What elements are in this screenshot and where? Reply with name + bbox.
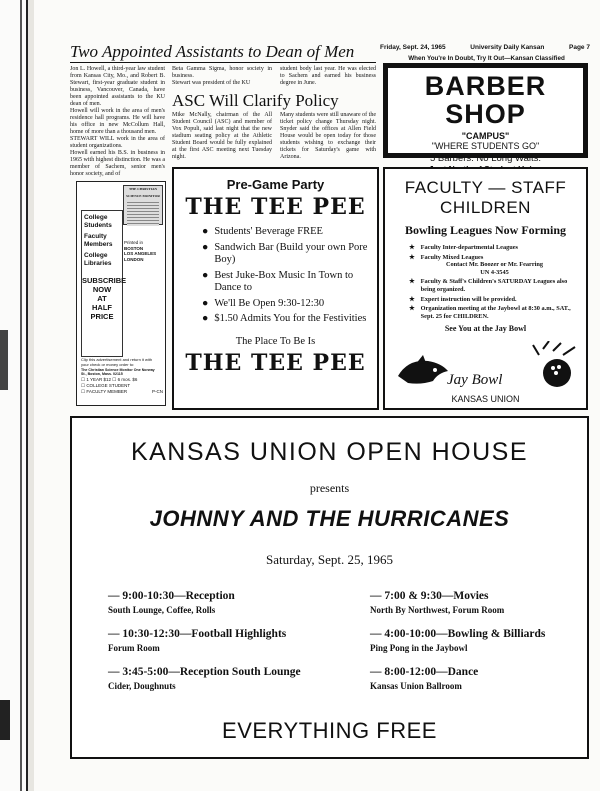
monitor-options xyxy=(81,377,163,395)
bowling-see: See You at the Jay Bowl xyxy=(444,324,527,334)
article1-headline: Two Appointed Assistants to Dean of Men xyxy=(70,42,355,61)
barber-shop-ad xyxy=(383,63,588,164)
bowling-contact: Contact Mr. Boozer or Mr. Fearring xyxy=(445,261,544,269)
article1-para1: Jon L. Howell, a third-year law student from Kansas City, Mo., and Robert B. Stewart, first-year graduate student in business, Vancouver, Canada, have been appointed assistants to the KU dean of men. xyxy=(70,66,165,107)
teepee-pregame: Pre-Game Party xyxy=(226,177,325,192)
teepee-name2: THE TEE PEE xyxy=(185,349,366,376)
list-item: ★ Expert instruction will be provided. xyxy=(409,295,517,303)
article2-para1: Mike McNally, chairman of the All Student Council (ASC) and member of Vox Populi, said last night that the new stadium seating policy at the Athletic Student Board would be fully explained at the first ASC meeting next Tuesday night. xyxy=(172,112,272,160)
article2-para2: Many students were still unaware of the ticket policy change Thursday night. Snyder said the offices at Allen Field House would be open today for those students wishing to exchange their tickets for Saturday's game with Arizona. xyxy=(280,112,376,160)
subscribe-line: PRICE xyxy=(90,312,114,321)
monitor-printed xyxy=(124,240,164,262)
openhouse-free: EVERYTHING FREE xyxy=(222,718,437,743)
teepee-ad xyxy=(172,167,379,410)
teepee-place: The Place To Be Is xyxy=(235,335,316,347)
bowling-item: Faculty Inter-departmental Leagues xyxy=(420,244,519,251)
article2-col1 xyxy=(172,112,272,161)
monitor-code: P-CN xyxy=(152,389,163,394)
option-1year: 1 YEAR $12 xyxy=(86,377,111,382)
checkbox-icon[interactable]: ☐ xyxy=(81,383,86,388)
teepee-item: Best Juke-Box Music In Town to Dance to xyxy=(214,269,354,293)
bowling-item: Faculty & Staff's Children's SATURDAY Leagues also being organized. xyxy=(420,278,568,293)
openhouse-date: Saturday, Sept. 25, 1965 xyxy=(266,552,393,567)
teepee-name: THE TEE PEE xyxy=(185,194,366,220)
event-time: 7:00 & 9:30—Movies xyxy=(384,590,489,602)
openhouse-presents: presents xyxy=(309,481,350,495)
event-time: 4:00-10:00—Bowling & Billiards xyxy=(384,628,546,640)
subscribe-line: HALF xyxy=(92,303,112,312)
open-house-ad xyxy=(70,416,589,759)
header-page: Page 7 xyxy=(569,44,590,51)
openhouse-band: JOHNNY AND THE HURRICANES xyxy=(149,506,510,531)
bowling-phone: UN 4-3545 xyxy=(480,268,509,276)
event-item: — 9:00-10:30—Reception South Lounge, Coffee, Rolls xyxy=(108,590,338,615)
article1-para3: STEWART WILL work in the area of student organizations. xyxy=(70,136,165,149)
article1-col3 xyxy=(280,66,376,87)
article2-headline: ASC Will Clarify Policy xyxy=(172,91,339,110)
teepee-item: We'll Be Open 9:30-12:30 xyxy=(214,297,325,309)
event-place: South Lounge, Coffee, Rolls xyxy=(108,605,216,615)
event-item: — 8:00-12:00—Dance Kansas Union Ballroom xyxy=(370,666,570,691)
event-item: — 10:30-12:30—Football Highlights Forum Room xyxy=(108,628,338,653)
bowling-item: Expert instruction will be provided. xyxy=(420,295,517,303)
audience-line: College xyxy=(84,252,108,259)
subscribe-line: AT xyxy=(97,294,107,303)
article1-para7: student body last year. He was elected to Sachem and earned his business degree in June. xyxy=(280,66,376,86)
option-student: COLLEGE STUDENT xyxy=(86,383,131,388)
event-item: — 7:00 & 9:30—Movies North By Northwest, Forum Room xyxy=(370,590,570,615)
barber-line1: 5 Barbers. No Long Waits. xyxy=(429,153,542,164)
list-item: ★ Faculty Mixed Leagues xyxy=(409,253,484,261)
monitor-ad xyxy=(76,181,166,406)
teepee-item: Sandwich Bar (Build your own Pore Boy) xyxy=(214,241,368,265)
barber-title: BARBER SHOP xyxy=(424,71,547,129)
event-place: Kansas Union Ballroom xyxy=(370,681,462,691)
teepee-list xyxy=(202,226,370,326)
event-place: Forum Room xyxy=(108,643,160,653)
option-6mos: 6 mos. $6 xyxy=(117,377,138,382)
checkbox-icon[interactable]: ☐ xyxy=(112,377,117,382)
bowling-union: KANSAS UNION xyxy=(451,394,520,404)
monitor-subscribe xyxy=(82,276,127,321)
article1-para5: Beta Gamma Sigma, honor society in business. xyxy=(172,66,272,79)
article2-col2 xyxy=(280,112,376,161)
article1-col2 xyxy=(172,66,272,87)
audience-line: Libraries xyxy=(84,260,112,267)
teepee-item: $1.50 Admits You for the Festivities xyxy=(214,313,367,324)
page-header xyxy=(380,44,590,51)
bowling-logo-text: Jay Bowl xyxy=(447,372,503,388)
event-place: North By Northwest, Forum Room xyxy=(370,605,505,615)
bowling-title2: CHILDREN xyxy=(440,198,531,217)
barber-campus: "CAMPUS" xyxy=(461,131,510,141)
option-faculty: FACULTY MEMBER xyxy=(86,389,128,394)
subscribe-line: NOW xyxy=(92,285,112,294)
bowling-item: Faculty Mixed Leagues xyxy=(420,253,484,261)
list-item: ★ Faculty & Staff's Children's SATURDAY Leagues also being organized. xyxy=(409,278,580,293)
bowling-title1: FACULTY — STAFF xyxy=(404,178,567,197)
article1-para2: Howell will work in the area of men's residence hall programs. He will have his office in new McCollum Hall, home of more than a thousand men. xyxy=(70,108,165,135)
barber-tagline: "WHERE STUDENTS GO" xyxy=(431,141,540,151)
list-item: ★ Faculty Inter-departmental Leagues xyxy=(409,244,519,251)
bowling-sub: Bowling Leagues Now Forming xyxy=(404,223,566,237)
subscribe-line: SUBSCRIBE xyxy=(82,276,127,285)
article1-col1 xyxy=(70,66,165,178)
printed-line: LONDON xyxy=(124,256,144,262)
monitor-address: The Christian Science Monitor One Norway St., Boston, Mass. 02115 xyxy=(81,368,155,377)
event-time: 10:30-12:30—Football Highlights xyxy=(122,628,287,640)
event-time: 3:45-5:00—Reception South Lounge xyxy=(122,666,301,678)
audience-line: Faculty xyxy=(84,233,107,240)
checkbox-icon[interactable]: ☐ xyxy=(81,389,86,394)
teepee-item: Students' Beverage FREE xyxy=(214,226,323,237)
audience-line: Students xyxy=(84,222,112,229)
newspaper-image xyxy=(123,185,163,225)
list-item: ● Sandwich Bar (Build your own Pore Boy) xyxy=(202,242,370,267)
header-date: Friday, Sept. 24, 1965 xyxy=(380,44,446,51)
list-item: ● Students' Beverage FREE xyxy=(202,226,323,237)
header-paper: University Daily Kansan xyxy=(470,44,545,51)
printed-line: LOS ANGELES xyxy=(124,251,157,256)
bowling-list xyxy=(409,244,580,320)
event-place: Cider, Doughnuts xyxy=(108,681,176,691)
event-place: Ping Pong in the Jaybowl xyxy=(370,643,468,653)
article1-para4: Howell earned his B.S. in business in 1965 with highest distinction. He was a member of Sachem, senior men's honor society, and of xyxy=(70,150,165,177)
article1-para6: Stewart was president of the KU xyxy=(172,80,251,86)
adjacent-page-strip xyxy=(0,0,28,791)
classified-bar: When You're In Doubt, Try It Out—Kansan Classified xyxy=(408,55,565,62)
monitor-audience xyxy=(84,214,120,268)
monitor-clip: Clip this advertisement and return it with your check or money order to: xyxy=(81,357,153,367)
list-item: ● We'll Be Open 9:30-12:30 xyxy=(202,297,325,309)
bowling-item: Organization meeting at the Jaybowl at 8:30 a.m., SAT., Sept. 25 for CHILDREN. xyxy=(420,305,571,320)
list-item: ● Best Juke-Box Music In Town to Dance to xyxy=(202,270,370,295)
event-item: — 4:00-10:00—Bowling & Billiards Ping Pong in the Jaybowl xyxy=(370,628,570,653)
list-item: ★ Organization meeting at the Jaybowl at 8:30 a.m., SAT., Sept. 25 for CHILDREN. xyxy=(409,305,580,320)
event-item: — 3:45-5:00—Reception South Lounge Cider, Doughnuts xyxy=(108,666,348,691)
audience-line: Members xyxy=(84,241,113,248)
bowling-ad xyxy=(383,167,588,410)
printed-line: Printed in xyxy=(124,240,144,245)
checkbox-icon[interactable]: ☐ xyxy=(81,377,86,382)
list-item: ● $1.50 Admits You for the Festivities xyxy=(202,313,367,324)
monitor-masthead: THE CHRISTIAN SCIENCE MONITOR xyxy=(126,187,160,198)
printed-line: BOSTON xyxy=(124,245,144,251)
event-time: 8:00-12:00—Dance xyxy=(384,666,479,678)
event-time: 9:00-10:30—Reception xyxy=(122,590,235,602)
openhouse-title: KANSAS UNION OPEN HOUSE xyxy=(130,438,529,466)
audience-line: College xyxy=(84,214,108,221)
